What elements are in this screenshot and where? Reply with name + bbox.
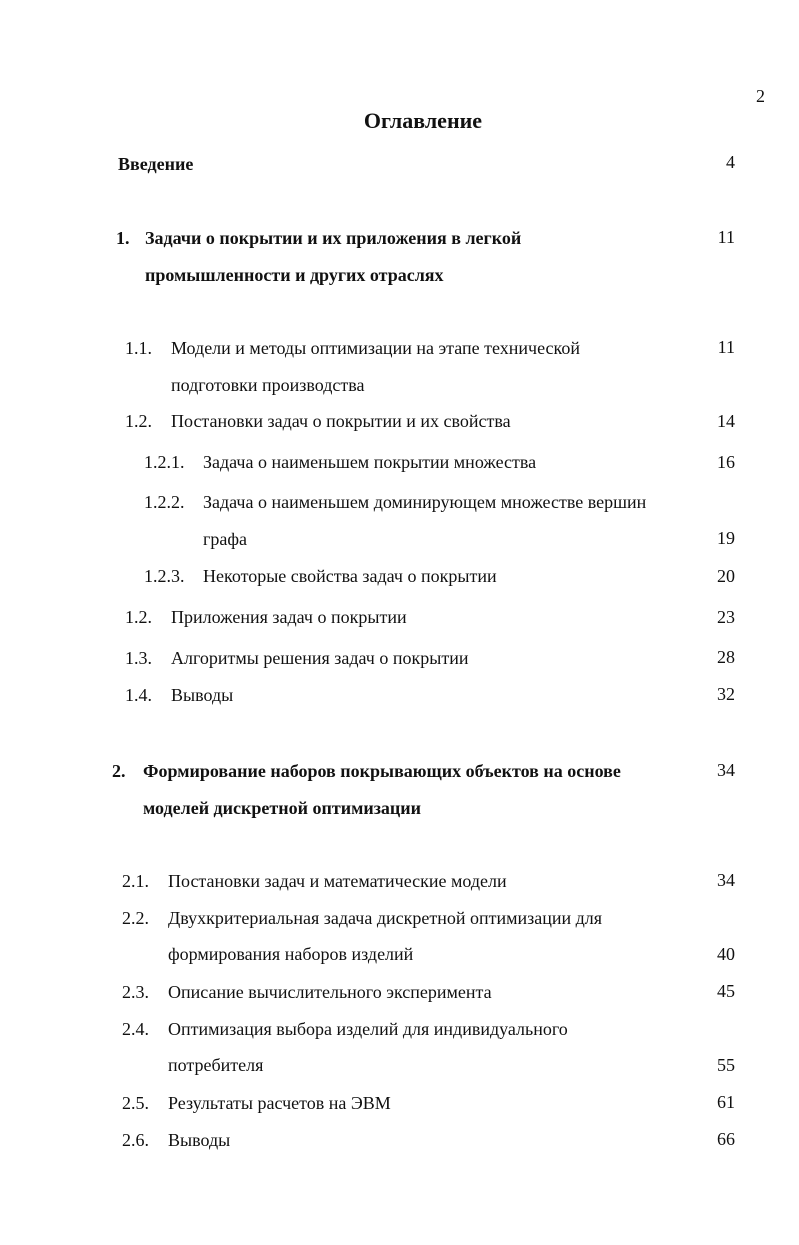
toc-intro-label: Введение [118, 154, 194, 174]
toc-2-5-page: 61 [717, 1092, 735, 1112]
toc-2-4-title-line1: Оптимизация выбора изделий для индивидуального [168, 1019, 568, 1039]
toc-1-2b-number: 1.2. [125, 607, 152, 627]
toc-2-3-page: 45 [717, 981, 735, 1001]
toc-2-3-number: 2.3. [122, 982, 149, 1002]
toc-1-2-1-title: Задача о наименьшем покрытии множества [203, 452, 537, 472]
toc-ch1-title-line1: Задачи о покрытии и их приложения в легкой [145, 228, 522, 248]
toc-1-2b-page: 23 [717, 607, 735, 627]
toc-1-2-3-page: 20 [717, 566, 735, 586]
toc-1-2-1-page: 16 [717, 452, 735, 472]
toc-1-2a-number: 1.2. [125, 411, 152, 431]
toc-2-1-title: Постановки задач и математические модели [168, 871, 507, 891]
toc-1-2-2-title-line1: Задача о наименьшем доминирующем множестве вершин [203, 492, 647, 512]
toc-ch1-title-line2: промышленности и других отраслях [145, 265, 444, 285]
toc-2-2-title-line1: Двухкритериальная задача дискретной оптимизации для [168, 908, 603, 928]
toc-2-2-title-line2: формирования наборов изделий [168, 944, 414, 964]
toc-1-2-2-page: 19 [717, 528, 735, 548]
toc-2-1-page: 34 [717, 870, 735, 890]
toc-1-2-3-number: 1.2.3. [144, 566, 185, 586]
toc-2-2-page: 40 [717, 944, 735, 964]
toc-1-3-number: 1.3. [125, 648, 152, 668]
toc-2-4-number: 2.4. [122, 1019, 149, 1039]
toc-1-1-page: 11 [717, 337, 735, 357]
toc-1-4-page: 32 [717, 684, 735, 704]
toc-1-4-title: Выводы [171, 685, 234, 705]
toc-1-3-page: 28 [717, 647, 735, 667]
toc-1-3-title: Алгоритмы решения задач о покрытии [171, 648, 469, 668]
toc-1-2-1-number: 1.2.1. [144, 452, 185, 472]
toc-2-6-page: 66 [717, 1129, 735, 1149]
toc-ch2-page: 34 [717, 760, 735, 780]
toc-2-1-number: 2.1. [122, 871, 149, 891]
toc-ch1-number: 1. [116, 228, 130, 248]
toc-2-6-title: Выводы [168, 1130, 231, 1150]
toc-1-2-3-title: Некоторые свойства задач о покрытии [203, 566, 497, 586]
toc-1-2b-title: Приложения задач о покрытии [171, 607, 407, 627]
page-number: 2 [756, 86, 765, 106]
toc-ch2-title-line2: моделей дискретной оптимизации [143, 798, 422, 818]
toc-ch2-number: 2. [112, 761, 126, 781]
page-title: Оглавление [363, 108, 483, 133]
toc-2-4-title-line2: потребителя [168, 1055, 264, 1075]
toc-1-4-number: 1.4. [125, 685, 152, 705]
toc-1-1-title-line1: Модели и методы оптимизации на этапе технической [171, 338, 580, 358]
toc-1-2-2-number: 1.2.2. [144, 492, 185, 512]
toc-1-2-2-title-line2: графа [203, 529, 248, 549]
toc-1-1-title-line2: подготовки производства [171, 375, 365, 395]
toc-ch2-title-line1: Формирование наборов покрывающих объектов на основе [143, 761, 621, 781]
toc-2-3-title: Описание вычислительного эксперимента [168, 982, 492, 1002]
toc-2-4-page: 55 [717, 1055, 735, 1075]
toc-intro-page: 4 [726, 152, 735, 172]
toc-1-2a-page: 14 [717, 411, 735, 431]
toc-2-5-number: 2.5. [122, 1093, 149, 1113]
toc-2-6-number: 2.6. [122, 1130, 149, 1150]
toc-ch1-page: 11 [717, 227, 735, 247]
toc-2-2-number: 2.2. [122, 908, 149, 928]
toc-2-5-title: Результаты расчетов на ЭВМ [168, 1093, 391, 1113]
toc-1-1-number: 1.1. [125, 338, 152, 358]
toc-1-2a-title: Постановки задач о покрытии и их свойства [171, 411, 511, 431]
